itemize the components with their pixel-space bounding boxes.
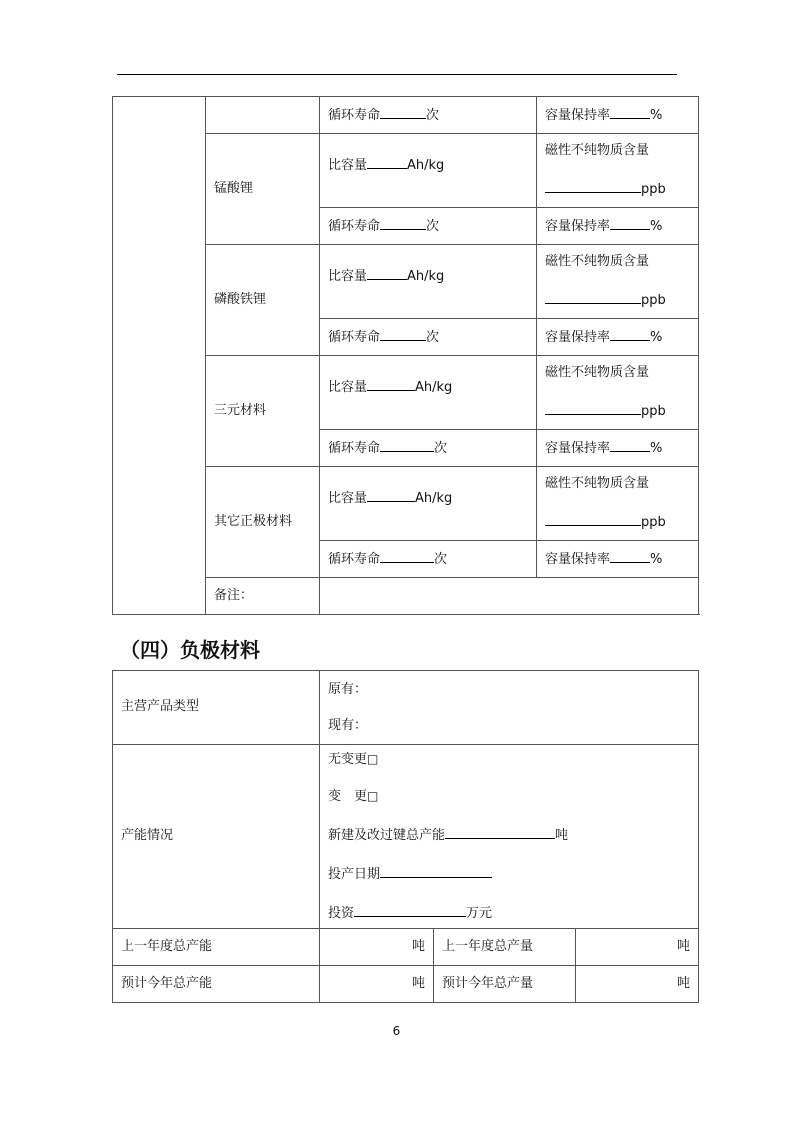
- capacity-status-field: 无变更□ 变 更□ 新建及改过键总产能 吨 投产日期 投资 万元: [320, 745, 699, 929]
- investment-input[interactable]: [354, 904, 466, 917]
- cycle-life-cell: 循环寿命 次: [320, 319, 537, 356]
- header-rule: [117, 74, 677, 75]
- cycle-life-cell: 循环寿命 次: [320, 430, 537, 467]
- retention-cell: 容量保持率 %: [537, 430, 699, 467]
- new-capacity-input[interactable]: [445, 826, 555, 839]
- planned-capacity-label: 预计今年总产能: [113, 966, 320, 1003]
- category-cell: [113, 97, 206, 615]
- retention-cell: 容量保持率 %: [537, 97, 699, 134]
- retention-cell: 容量保持率 %: [537, 319, 699, 356]
- table-row: [113, 745, 699, 929]
- planned-capacity-field[interactable]: 吨: [320, 966, 434, 1003]
- main-product-field[interactable]: 原有： 现有：: [320, 671, 699, 745]
- no-change-checkbox[interactable]: □: [367, 752, 379, 767]
- anode-materials-table: [112, 670, 699, 1003]
- cycle-life-cell: 循环寿命 次: [320, 541, 537, 578]
- last-year-output-label: 上一年度总产量: [434, 929, 576, 966]
- capacity-cell: 比容量 Ah/kg: [320, 134, 537, 208]
- main-product-label: 主营产品类型: [113, 671, 320, 745]
- last-year-capacity-field[interactable]: 吨: [320, 929, 434, 966]
- retention-cell: 容量保持率 %: [537, 541, 699, 578]
- cycle-life-cell: 循环寿命 次: [320, 208, 537, 245]
- capacity-cell: 比容量 Ah/kg: [320, 245, 537, 319]
- material-name: 锰酸锂: [206, 134, 320, 245]
- table-row: [113, 97, 699, 134]
- table-row: [113, 929, 699, 966]
- table-row: [113, 671, 699, 745]
- change-checkbox[interactable]: □: [367, 789, 379, 804]
- planned-output-field[interactable]: 吨: [576, 966, 699, 1003]
- remark-label: 备注：: [206, 578, 320, 615]
- magnetic-impurity-cell: 磁性不纯物质含量 ppb: [537, 134, 699, 208]
- last-year-capacity-label: 上一年度总产能: [113, 929, 320, 966]
- cycle-life-cell: 循环寿命 次: [320, 97, 537, 134]
- table-row: [113, 966, 699, 1003]
- magnetic-impurity-cell: 磁性不纯物质含量 ppb: [537, 245, 699, 319]
- last-year-output-field[interactable]: 吨: [576, 929, 699, 966]
- magnetic-impurity-cell: 磁性不纯物质含量 ppb: [537, 356, 699, 430]
- section-title: （四）负极材料: [120, 638, 260, 662]
- retention-cell: 容量保持率 %: [537, 208, 699, 245]
- magnetic-impurity-cell: 磁性不纯物质含量 ppb: [537, 467, 699, 541]
- material-cell-continued: [206, 97, 320, 134]
- material-name: 三元材料: [206, 356, 320, 467]
- planned-output-label: 预计今年总产量: [434, 966, 576, 1003]
- capacity-status-label: 产能情况: [113, 745, 320, 929]
- capacity-cell: 比容量 Ah/kg: [320, 356, 537, 430]
- capacity-cell: 比容量 Ah/kg: [320, 467, 537, 541]
- page-number: 6: [392, 1024, 401, 1038]
- material-name: 磷酸铁锂: [206, 245, 320, 356]
- remark-field[interactable]: [320, 578, 699, 615]
- cathode-materials-table: [112, 96, 699, 615]
- start-date-input[interactable]: [380, 865, 492, 878]
- material-name: 其它正极材料: [206, 467, 320, 578]
